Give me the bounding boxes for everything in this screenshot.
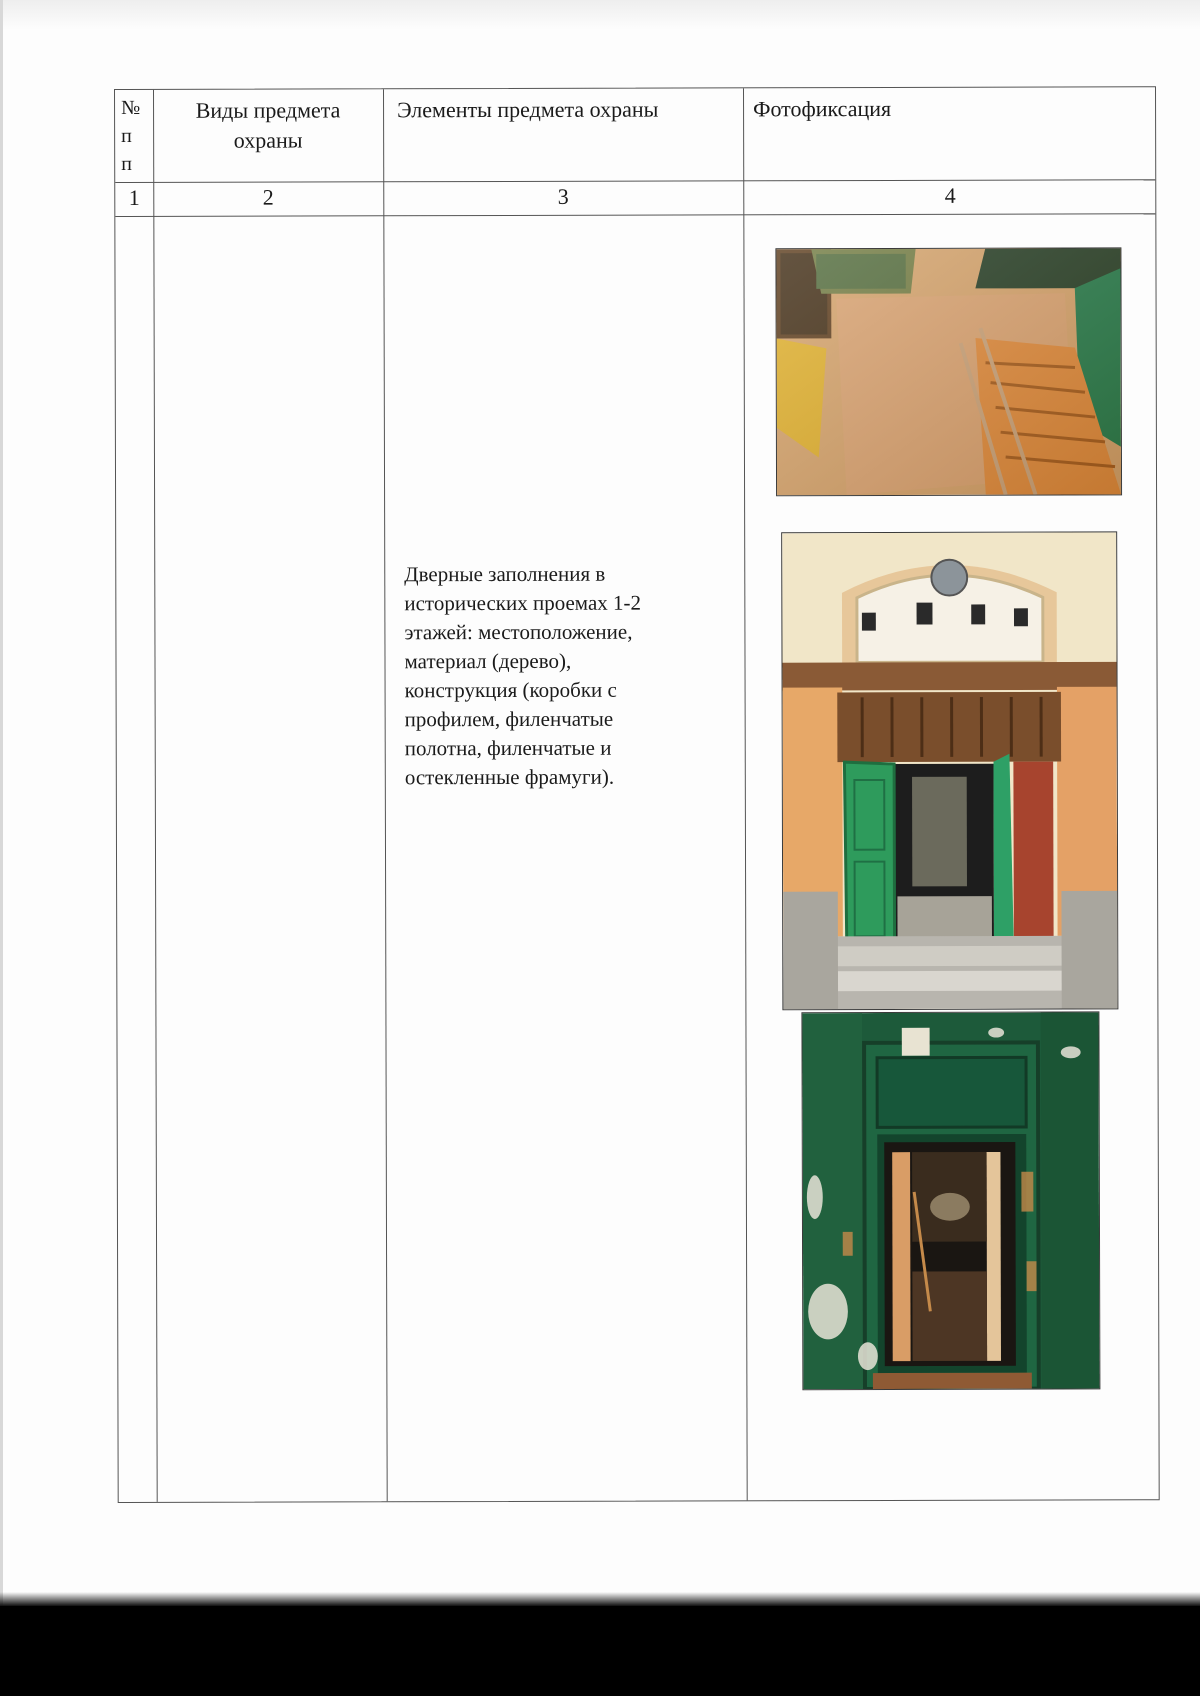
- element-line: Дверные заполнения в: [404, 561, 606, 587]
- element-line: конструкция (коробки с: [404, 677, 617, 703]
- scan-top-shadow: [0, 0, 1200, 30]
- element-line: исторических проемах 1-2: [404, 590, 642, 616]
- heritage-table: [114, 86, 1160, 1503]
- table-divider: [115, 213, 1155, 217]
- column-number-1: 1: [128, 184, 140, 210]
- column-number-2: 2: [262, 184, 274, 210]
- table-divider: [743, 88, 748, 1500]
- table-divider: [383, 89, 388, 1501]
- header-col4: Фотофиксация: [753, 95, 892, 122]
- element-line: этажей: местоположение,: [404, 619, 633, 645]
- header-col1-line: п: [121, 152, 132, 175]
- green-door-photo: [801, 1011, 1100, 1390]
- header-col3: Элементы предмета охраны: [397, 96, 659, 123]
- header-col1: [121, 94, 151, 178]
- header-col2: [153, 95, 383, 156]
- element-description: [404, 559, 735, 792]
- scan-bottom-bar: [0, 1606, 1200, 1696]
- table-divider: [153, 90, 158, 1502]
- element-line: материал (дерево),: [404, 648, 572, 674]
- element-line: полотна, филенчатые и: [404, 735, 612, 761]
- header-col2-line: охраны: [233, 127, 303, 153]
- column-number-4: 4: [944, 182, 956, 208]
- staircase-photo: [775, 247, 1122, 496]
- header-col1-line: №: [121, 96, 141, 119]
- header-col2-line: Виды предмета: [195, 97, 341, 123]
- column-number-3: 3: [557, 183, 569, 209]
- element-line: профилем, филенчатые: [404, 706, 614, 732]
- header-col1-line: п: [121, 124, 132, 147]
- kind-cell: [161, 229, 376, 230]
- scan-left-edge: [0, 0, 3, 1610]
- element-line: остекленные фрамуги).: [404, 764, 615, 790]
- entrance-doors-photo: [781, 531, 1118, 1010]
